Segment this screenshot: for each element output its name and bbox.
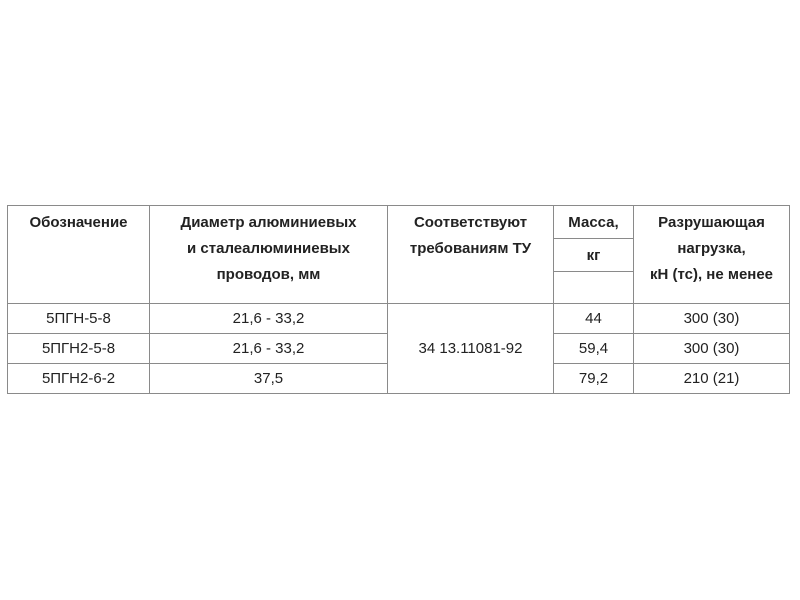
header-mass-line1: Масса, xyxy=(554,206,634,239)
header-breaking-load: Разрушающая нагрузка, кН (тс), не менее xyxy=(634,206,790,304)
cell-designation: 5ПГН2-6-2 xyxy=(8,364,150,394)
cell-mass: 59,4 xyxy=(554,334,634,364)
header-diameter: Диаметр алюминиевых и сталеалюминиевых проводов, мм xyxy=(150,206,388,304)
cell-designation: 5ПГН-5-8 xyxy=(8,304,150,334)
cell-load: 300 (30) xyxy=(634,334,790,364)
cell-spec: 34 13.11081-92 xyxy=(388,304,554,394)
cell-load: 300 (30) xyxy=(634,304,790,334)
cell-load: 210 (21) xyxy=(634,364,790,394)
table-row xyxy=(8,304,790,334)
cell-designation: 5ПГН2-5-8 xyxy=(8,334,150,364)
header-designation: Обозначение xyxy=(8,206,150,304)
cell-mass: 44 xyxy=(554,304,634,334)
header-mass-empty xyxy=(554,272,634,304)
spec-table xyxy=(7,205,790,394)
cell-mass: 79,2 xyxy=(554,364,634,394)
cell-diameter: 21,6 - 33,2 xyxy=(150,334,388,364)
cell-diameter: 21,6 - 33,2 xyxy=(150,304,388,334)
cell-diameter: 37,5 xyxy=(150,364,388,394)
header-conformity: Соответствуют требованиям ТУ xyxy=(388,206,554,304)
header-mass-unit: кг xyxy=(554,239,634,272)
